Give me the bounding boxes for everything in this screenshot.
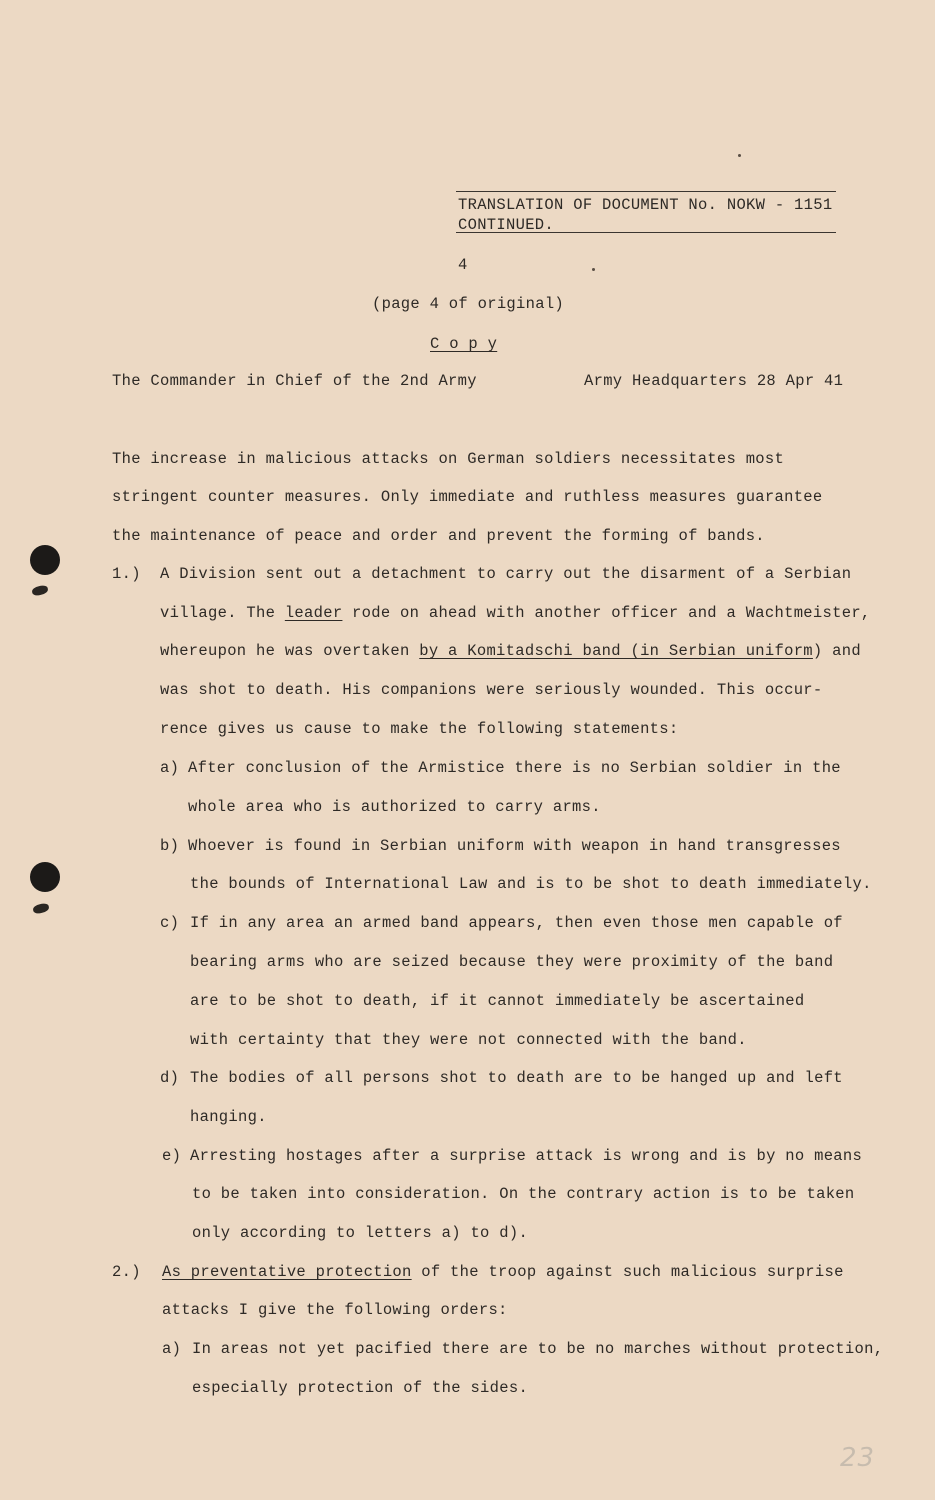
item-2-sub-a-line: especially protection of the sides.	[192, 1379, 529, 1397]
sub-label-c: c)	[160, 914, 180, 932]
intro-line: the maintenance of peace and order and prevent the forming of bands.	[112, 527, 765, 545]
item-1-line: rence gives us cause to make the following statements:	[160, 720, 679, 738]
sub-d-line: hanging.	[190, 1108, 267, 1126]
header-rule-top	[456, 191, 836, 192]
sub-d-line: The bodies of all persons shot to death are to be hanged up and left	[190, 1069, 843, 1087]
sub-b-line: the bounds of International Law and is to be shot to death immediately.	[190, 875, 872, 893]
fastener-prong-top	[31, 585, 48, 597]
item-2-line: attacks I give the following orders:	[162, 1301, 508, 1319]
sub-label-e: e)	[162, 1147, 182, 1165]
item-1-number: 1.)	[112, 565, 141, 583]
item-1-line: whereupon he was overtaken by a Komitadschi band (in Serbian uniform) and	[160, 642, 861, 660]
item-2-sub-label-a: a)	[162, 1340, 182, 1358]
item-2-line: As preventative protection of the troop against such malicious surprise	[162, 1263, 844, 1281]
header-title: TRANSLATION OF DOCUMENT No. NOKW - 1151	[458, 196, 833, 214]
item-1-line: village. The leader rode on ahead with another officer and a Wachtmeister,	[160, 604, 871, 622]
sub-label-b: b)	[160, 837, 180, 855]
item-1-line: A Division sent out a detachment to carry out the disarment of a Serbian	[160, 565, 852, 583]
sub-c-line: with certainty that they were not connected with the band.	[190, 1031, 747, 1049]
punch-hole-bottom	[30, 862, 60, 892]
item-1-line: was shot to death. His companions were seriously wounded. This occur-	[160, 681, 823, 699]
sub-e-line: only according to letters a) to d).	[192, 1224, 529, 1242]
page-number: 4	[458, 256, 468, 274]
intro-line: The increase in malicious attacks on German soldiers necessitates most	[112, 450, 785, 468]
intro-line: stringent counter measures. Only immediate and ruthless measures guarantee	[112, 488, 823, 506]
punch-hole-top	[30, 545, 60, 575]
sub-e-line: to be taken into consideration. On the contrary action is to be taken	[192, 1185, 855, 1203]
place-date: Army Headquarters 28 Apr 41	[584, 372, 844, 390]
fastener-prong-bottom	[32, 903, 49, 915]
item-2-sub-a-line: In areas not yet pacified there are to be no marches without protection,	[192, 1340, 884, 1358]
header-rule-bottom	[456, 232, 836, 233]
sub-c-line: If in any area an armed band appears, then even those men capable of	[190, 914, 843, 932]
item-2-number: 2.)	[112, 1263, 141, 1281]
paper-speck	[738, 154, 741, 157]
page-of-original: (page 4 of original)	[372, 295, 565, 313]
sub-label-a: a)	[160, 759, 180, 777]
sub-e-line: Arresting hostages after a surprise attack is wrong and is by no means	[190, 1147, 863, 1165]
sub-label-d: d)	[160, 1069, 180, 1087]
pencil-page-number: 23	[840, 1443, 876, 1473]
paper-speck	[592, 268, 595, 271]
sub-a-line: After conclusion of the Armistice there is no Serbian soldier in the	[188, 759, 841, 777]
sub-c-line: bearing arms who are seized because they were proximity of the band	[190, 953, 834, 971]
sub-a-line: whole area who is authorized to carry arms.	[188, 798, 601, 816]
header-continued: CONTINUED.	[458, 216, 555, 234]
sub-c-line: are to be shot to death, if it cannot immediately be ascertained	[190, 992, 805, 1010]
sub-b-line: Whoever is found in Serbian uniform with weapon in hand transgresses	[188, 837, 841, 855]
sender: The Commander in Chief of the 2nd Army	[112, 372, 477, 390]
copy-label: C o p y	[430, 335, 498, 353]
